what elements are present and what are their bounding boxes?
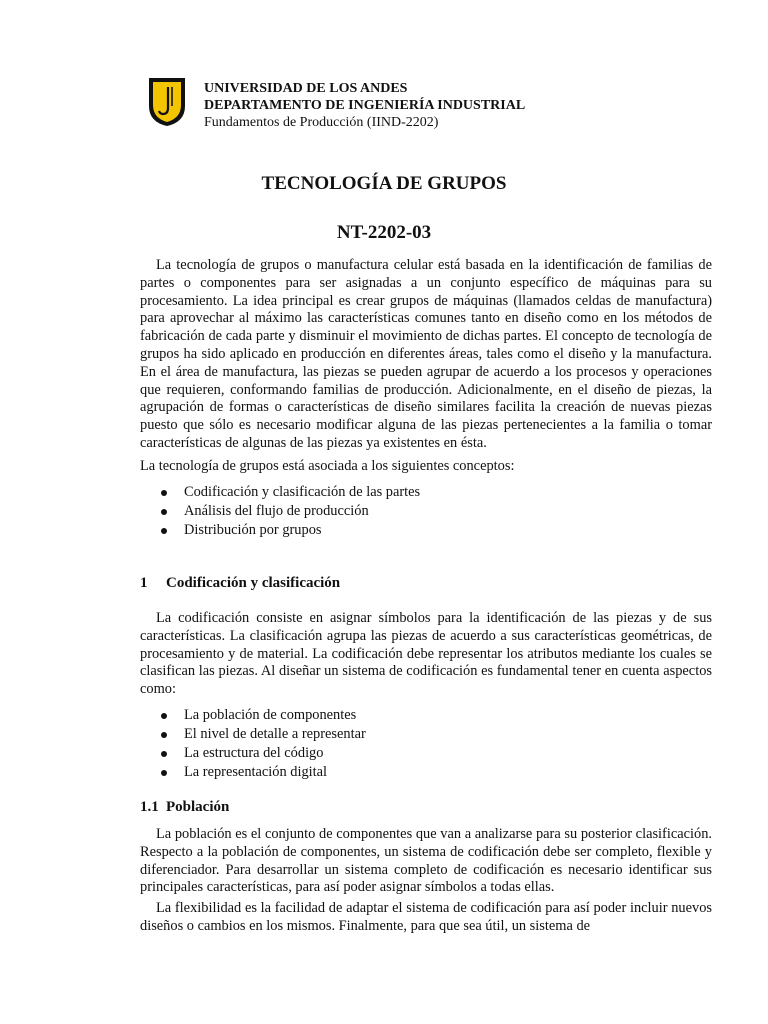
section-1-paragraph: La codificación consiste en asignar símbolos para la identificación de las piezas y de sus características. La clasificación agrupa las piezas de acuerdo a sus características geométricas, de procesamiento y de material. La codificación debe representar los atributos mediante los cuales se clasifican las piezas. Al diseñar un sistema de codificación es fundamental tener en cuenta aspectos como: <box>140 610 712 698</box>
list-item: La estructura del código <box>140 744 712 763</box>
document-code: NT-2202-03 <box>336 222 432 243</box>
section-1-1 <box>140 799 712 817</box>
list-item: El nivel de detalle a representar <box>140 725 712 744</box>
section-1 <box>140 575 712 593</box>
bullet-icon <box>161 713 167 719</box>
section-1-1-heading <box>140 799 712 817</box>
population-paragraph-1: La población es el conjunto de componentes que van a analizarse para su posterior clasificación. Respecto a la población de componentes, un sistema de codificación debe ser completo, flexible y diferenciador. Para desarrollar un sistema completo de codificación es necesario identificar sus principales características, para así poder asignar símbolos a todas ellas. <box>140 826 712 896</box>
section-1-heading <box>140 575 712 593</box>
list-item: La población de componentes <box>140 706 712 725</box>
list-item: Distribución por grupos <box>140 521 712 540</box>
intro-section <box>140 257 712 540</box>
university-name: UNIVERSIDAD DE LOS ANDES <box>204 81 408 96</box>
intro-paragraph: La tecnología de grupos o manufactura celular está basada en la identificación de familias de partes o componentes para ser asignadas a un conjunto específico de máquinas para su procesamiento. La idea principal es crear grupos de máquinas (llamados celdas de manufactura) para aprovechar al máximo las características comunes tanto en diseño como en los métodos de fabricación de cada parte y disminuir el movimiento de dichas partes. El concepto de tecnología de grupos ha sido aplicado en producción en diferentes áreas, tales como el diseño y la manufactura. En el área de manufactura, las piezas se pueden agrupar de acuerdo a los procesos y operaciones que requieren, conformando familias de producción. Adicionalmente, en el diseño de piezas, la agrupación de formas o características de diseño similares facilita la creación de nuevas piezas puesto que sólo es necesario modificar alguna de las piezas pertenecientes a la familia o tomar características de algunas de las piezas ya existentes en ésta. <box>140 257 712 451</box>
aspects-list <box>140 706 712 782</box>
bullet-icon <box>161 490 167 496</box>
section-number: 1 <box>140 575 148 591</box>
subsection-number: 1.1 <box>140 799 159 815</box>
list-item: La representación digital <box>140 763 712 782</box>
population-paragraph-2: La flexibilidad es la facilidad de adaptar el sistema de codificación para así poder incluir nuevos diseños o cambios en los mismos. Finalmente, para que sea útil, un sistema de <box>140 900 712 934</box>
section-1-body <box>140 610 712 782</box>
university-shield-logo <box>147 76 187 128</box>
bullet-icon <box>161 732 167 738</box>
section-title: Codificación y clasificación <box>166 575 341 591</box>
section-1-1-body <box>140 826 712 936</box>
bullet-icon <box>161 528 167 534</box>
document-title: TECNOLOGÍA DE GRUPOS <box>261 173 507 194</box>
bullet-icon <box>161 509 167 515</box>
list-item: Análisis del flujo de producción <box>140 502 712 521</box>
department-name: DEPARTAMENTO DE INGENIERÍA INDUSTRIAL <box>204 98 526 113</box>
concepts-list <box>140 483 712 540</box>
header-text-block <box>204 80 525 131</box>
bullet-icon <box>161 770 167 776</box>
document-header <box>147 76 707 136</box>
subsection-title: Población <box>166 799 230 815</box>
list-item: Codificación y clasificación de las partes <box>140 483 712 502</box>
bullet-icon <box>161 751 167 757</box>
concepts-lead: La tecnología de grupos está asociada a los siguientes conceptos: <box>140 457 515 474</box>
course-name: Fundamentos de Producción (IIND-2202) <box>204 115 439 130</box>
